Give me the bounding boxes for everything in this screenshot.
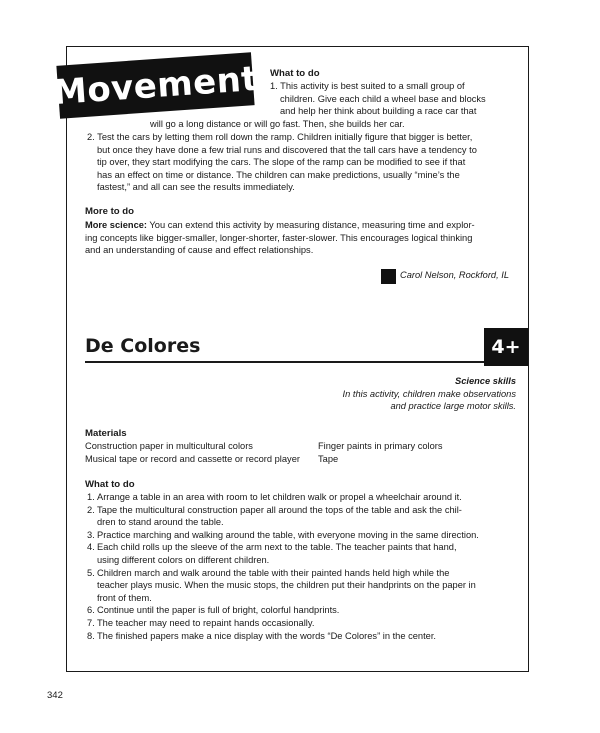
step-number: 8.: [87, 630, 95, 641]
step-text: Arrange a table in an area with room to let children walk or propel a wheelchair around it.: [97, 492, 462, 502]
movement-step-1-line: and help her think about building a race car that: [280, 106, 477, 117]
author-credit: Carol Nelson, Rockford, IL: [400, 270, 510, 280]
step-item: [87, 491, 479, 504]
step-text: The teacher may need to repaint hands occasionally.: [97, 617, 315, 628]
step-number: 5.: [87, 567, 95, 578]
step-text: Each child rolls up the sleeve of the arm next to the table. The teacher paints that hand,: [97, 542, 457, 553]
step-text: The finished papers make a nice display with the words “De Colores” in the center.: [97, 630, 436, 641]
step-number: 7.: [87, 617, 95, 628]
materials-item: Finger paints in primary colors: [318, 441, 443, 451]
more-to-do-paragraph: [85, 219, 475, 257]
step-number: 2.: [87, 504, 95, 515]
movement-step-1-continued: [150, 118, 405, 131]
more-science-label: More science:: [85, 220, 148, 230]
step-number: 4.: [87, 542, 95, 553]
materials-item: Tape: [318, 453, 339, 464]
age-badge: 4+: [484, 328, 528, 366]
materials-heading: Materials: [85, 428, 127, 439]
skills-line: In this activity, children make observations: [342, 388, 516, 399]
movement-step-2-line: tip over, they start modifying the cars. The slope of the ramp can be modified to see if that: [97, 157, 466, 168]
section-title-rule: [85, 361, 486, 363]
section-title: De Colores: [85, 335, 201, 357]
step-text: Practice marching and walking around the table, with everyone moving in the same direction.: [97, 529, 479, 540]
step-text: front of them.: [97, 592, 152, 603]
step-item: [87, 541, 479, 554]
materials-item: Construction paper in multicultural colors: [85, 441, 253, 451]
more-to-do-line: and an understanding of cause and effect relationships.: [85, 245, 314, 256]
skills-label: Science skills: [455, 376, 516, 386]
step-item: [87, 617, 479, 630]
steps-list: [87, 491, 479, 642]
movement-step-2-line: but once they have done a few trial runs and discovered that the tall cars have a tendency to: [97, 144, 477, 155]
step-text: teacher plays music. When the music stops, the children put their handprints on the paper in: [97, 580, 476, 591]
skills-line: and practice large motor skills.: [390, 401, 516, 412]
step-text: Continue until the paper is full of bright, colorful handprints.: [97, 605, 340, 616]
more-to-do-text: You can extend this activity by measuring distance, measuring time and explor-: [147, 220, 475, 230]
movement-step-2-line: fastest,” and all can see the results immediately.: [97, 182, 295, 193]
step-text: using different colors on different children.: [97, 554, 270, 565]
movement-step-2-line: has an effect on time or distance. The children can make predictions, usually “mine’s the: [97, 169, 460, 180]
step-item: [87, 504, 479, 517]
step-item: [87, 604, 479, 617]
movement-step-1: [270, 80, 486, 118]
step-number: 6.: [87, 605, 95, 616]
step-text: Children march and walk around the table with their painted hands held high while the: [97, 567, 450, 578]
materials-item: Musical tape or record and cassette or record player: [85, 453, 300, 464]
skills-block: [343, 375, 516, 413]
movement-step-2: [87, 131, 477, 194]
more-to-do-heading: More to do: [85, 206, 135, 217]
movement-banner-text: Movement: [51, 58, 260, 113]
movement-what-to-do-heading: What to do: [270, 68, 320, 79]
movement-step-1-line: children. Give each child a wheel base and blocks: [280, 93, 486, 104]
author-square-icon: [381, 269, 396, 284]
step-item: [87, 567, 479, 580]
step-item: [87, 529, 479, 542]
step-number: 1.: [87, 492, 95, 502]
step-text: dren to stand around the table.: [97, 517, 224, 528]
movement-step-1-line: 1. This activity is best suited to a small group of: [270, 81, 465, 91]
step-item: [87, 630, 479, 643]
de-colores-what-to-do-heading: What to do: [85, 479, 135, 490]
materials-column-2: [318, 440, 443, 465]
materials-column-1: [85, 440, 300, 465]
page-number: 342: [47, 690, 63, 701]
more-to-do-line: [85, 219, 475, 232]
more-to-do-line: ing concepts like bigger-smaller, longer-shorter, faster-slower. This encourages logical thinking: [85, 232, 473, 243]
movement-step-1-line: will go a long distance or will go fast. Then, she builds her car.: [150, 119, 405, 129]
movement-step-2-line: 2. Test the cars by letting them roll down the ramp. Children initially figure that bigger is better,: [87, 132, 473, 142]
step-text: Tape the multicultural construction paper all around the tops of the table and ask the chil-: [97, 504, 462, 515]
step-number: 3.: [87, 529, 95, 540]
